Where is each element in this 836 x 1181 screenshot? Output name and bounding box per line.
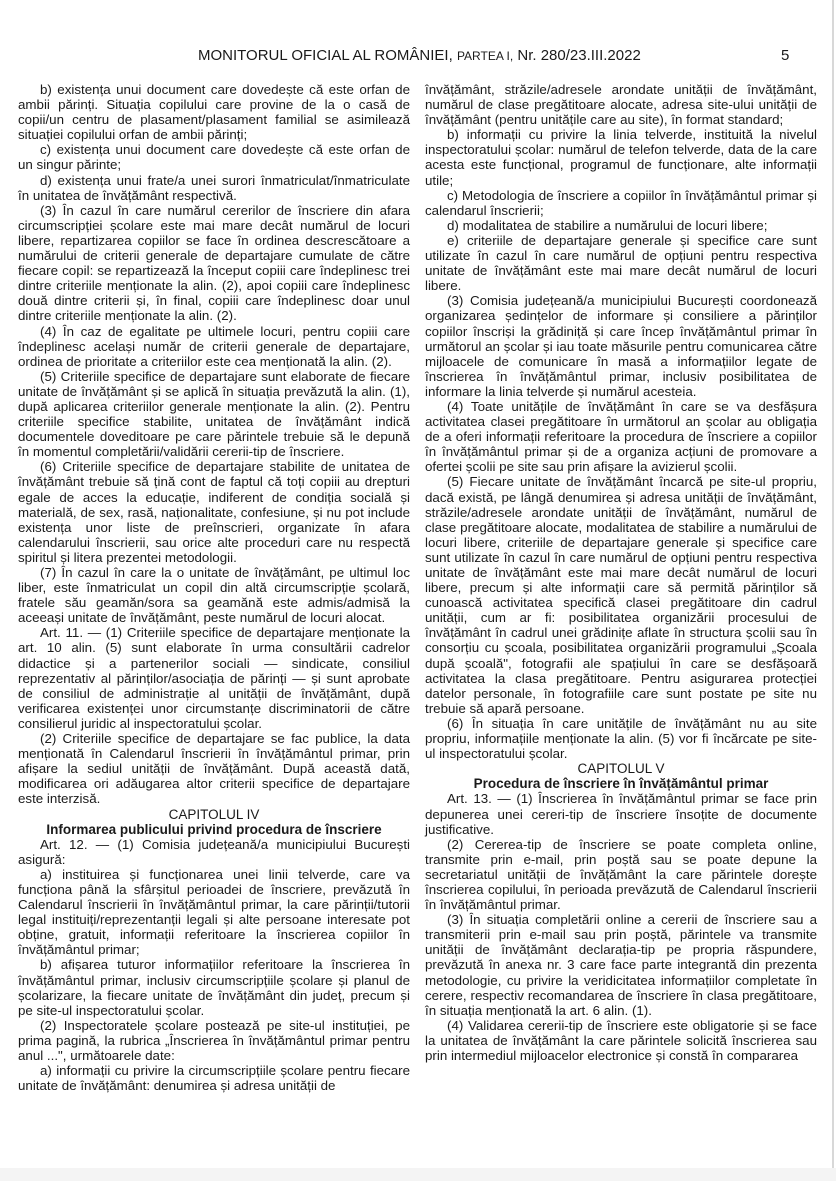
paragraph: (2) Cererea-tip de înscriere se poate completa online, transmite prin e-mail, prin poștă sau se poate depune la secretariatul unității de învățământ la care părintele dorește înscrierea copilului, în perioada prevăzută de Calendarul înscrierii în învățământul primar.	[425, 836, 817, 913]
paragraph: c) Metodologia de înscriere a copiilor în învățământul primar și calendarul înscrierii;	[425, 187, 817, 218]
paragraph: (3) În situația completării online a cererii de înscriere sau a transmiterii prin e-mail sau prin poștă, părintele va transmite unității de învățământ declarația-tip pe propria răspundere, prevăzută în anexa nr. 3 care face parte integrantă din prezenta metodologie, cu privire la veridicitatea informațiilor completate în cerere, respectiv recomandarea de înscriere în clasa pregătitoare, în situația menționată la art. 6 alin. (1).	[425, 912, 817, 1018]
paragraph: (4) Validarea cererii-tip de înscriere este obligatorie și se face la unitatea de învățământ la care părintele solicită înscrierea sau prin intermediul mijloacelor electronice și constă în compararea	[425, 1017, 817, 1063]
left-column	[18, 82, 410, 1093]
page-number: 5	[781, 47, 790, 64]
paragraph: d) existența unui frate/a unei surori înmatriculat/înmatriculate în unitatea de învățământ respectivă.	[18, 172, 410, 203]
paragraph: a) informații cu privire la circumscripțiile școlare pentru fiecare unitate de învățământ: denumirea și adresa unității de	[18, 1063, 410, 1094]
page-bottom-shade	[0, 1168, 836, 1181]
paragraph: (6) Criteriile specifice de departajare stabilite de unitatea de învățământ trebuie să țină cont de faptul că toți copiii au drepturi egale de acces la educație, indiferent de condiția socială și materială, de sex, rasă, naționalitate, confesiune, și nu pot include existența unor liste de preînscrieri, organizate în afara calendarului înscrierii, sau orice alte proceduri care nu respectă spiritul și litera prezentei metodologii.	[18, 459, 410, 565]
article-paragraph: Art. 13. — (1) Înscrierea în învățământul primar se face prin depunerea unei cereri-tip de înscriere însoțite de documente justificative.	[425, 791, 817, 837]
paragraph: (2) Criteriile specifice de departajare se fac publice, la data menționată în Calendarul înscrierii în învățământul primar, prin afișare la sediul unității de învățământ. După această dată, modificarea ori adăugarea altor criterii specifice de departajare este interzisă.	[18, 731, 410, 807]
chapter-subtitle: Informarea publicului privind procedura de înscriere	[46, 821, 382, 837]
chapter-subtitle: Procedura de înscriere în învățământul primar	[473, 776, 769, 792]
paragraph: (4) Toate unitățile de învățământ în care se va desfășura activitatea clasei pregătitoare în următorul an școlar au obligația de a oferi informații referitoare la procedura de înscriere a copiilor în învățământul primar și de a organiza acțiuni de promovare a ofertei școlii pe site sau prin afișare la avizierul școlii.	[425, 398, 817, 475]
paragraph: d) modalitatea de stabilire a numărului de locuri libere;	[447, 217, 768, 233]
chapter-title: CAPITOLUL V	[577, 761, 665, 777]
paragraph: (5) Criteriile specifice de departajare sunt elaborate de fiecare unitate de învățământ și se aplică în situația prevăzută la alin. (1), după aplicarea criteriilor generale menționate la alin. (2). Pentru criteriile specifice stabilite, unitatea de învățământ indică documentele doveditoare pe care părintele trebuie să le depună în momentul completării/validării cererii-tip de înscriere.	[18, 368, 410, 460]
paragraph: (5) Fiecare unitate de învățământ încarcă pe site-ul propriu, dacă există, pe lângă denumirea și adresa unității de învățământ, străzile/adresele arondate unității de învățământ, numărul de clase pregătitoare alocate, modalitatea de stabilire a numărului de locuri libere, criteriile de departajare generale și specifice care sunt utilizate în cazul în care numărul de opțiuni pentru respectiva unitate de învățământ este mai mare decât numărul de locuri libere, precum și alte informații care să permită părinților să cunoască activitatea specifică clasei pregătitoare din cadrul unității, cum ar fi: posibilitatea organizării procesului de învățământ în cadrul unei grădinițe aflate în structura școlii sau în consorțiu cu școala, posibilitatea organizării programului „Școala după școală", fotografii ale spațiului în care se desfășoară activitatea la clasa pregătitoare. Pentru asigurarea protecției datelor personale, în fotografiile care sunt postate pe site nu trebuie să apară persoane.	[425, 474, 817, 716]
paragraph: (4) În caz de egalitate pe ultimele locuri, pentru copiii care îndeplinesc același număr de criterii generale de departajare, ordinea de prioritate a criteriilor este cea menționată la alin. (2).	[18, 323, 410, 369]
paragraph: b) existența unui document care dovedește că este orfan de ambii părinți. Situația copilului care provine de la o casă de copii/un centru de plasament/plasament familial se asimilează situației copilului orfan de ambii părinți;	[18, 82, 410, 143]
article-paragraph: Art. 12. — (1) Comisia județeană/a municipiului București asigură:	[18, 836, 410, 867]
paragraph: b) afișarea tuturor informațiilor referitoare la înscrierea în învățământul primar, inclusiv circumscripțiile școlare și planul de școlarizare, la fiecare unitate de învățământ din județ, precum și pe site-ul inspectoratului școlar.	[18, 957, 410, 1018]
article-paragraph: Art. 11. — (1) Criteriile specifice de departajare menționate la art. 10 alin. (5) sunt elaborate în urma consultării cadrelor didactice și a partenerilor sociali — sindicate, consiliul reprezentativ al părinților/asociația de părinți — și sunt aprobate de consiliul de administrație al unității de învățământ, după verificarea existenței unor circumstanțe discriminatorii de către consilierul juridic al inspectoratului școlar.	[18, 625, 410, 731]
page-header	[0, 47, 836, 67]
paragraph: b) informații cu privire la linia telverde, instituită la nivelul inspectoratului școlar: numărul de telefon telverde, data de la care acesta este funcțional, programul de funcționare, alte informații utile;	[425, 127, 817, 188]
paragraph: (7) În cazul în care la o unitate de învățământ, pe ultimul loc liber, este înmatriculat un copil din altă circumscripție școlară, fratele său geamăn/sora sa geamănă este admis/admisă la aceeași unitate de învățământ, peste numărul de locuri alocat.	[18, 565, 410, 626]
publication-part: PARTEA I,	[456, 49, 514, 63]
paragraph: (6) În situația în care unitățile de învățământ nu au site propriu, informațiile menționate la alin. (5) vor fi încărcate pe site-ul inspectoratului școlar.	[425, 715, 817, 762]
paragraph-continuation: învățământ, străzile/adresele arondate unității de învățământ, numărul de clase pregătitoare alocate, adresa site-ului unității de învățământ (pentru unitățile care au site), în format standard;	[425, 82, 817, 128]
paragraph: (2) Inspectoratele școlare postează pe site-ul instituției, pe prima pagină, la rubrica „Înscrierea în învățământul primar pentru anul ...", următoarele date:	[18, 1017, 410, 1063]
paragraph: a) instituirea și funcționarea unei linii telverde, care va funcționa până la sfârșitul perioadei de înscriere, prevăzută în Calendarul înscrierii în învățământul primar, la care părinții/tutorii legal instituiți/reprezentanții legali și alte persoane interesate pot obține, gratuit, informații referitoare la înscrierea copiilor în învățământul primar;	[18, 866, 410, 958]
right-column	[425, 82, 817, 1063]
publication-title	[198, 47, 641, 64]
publication-issue: Nr. 280/23.III.2022	[517, 47, 641, 64]
paragraph: (3) Comisia județeană/a municipiului București coordonează organizarea ședințelor de informare și consiliere a părinților copiilor înscriși la grădiniță și care încep învățământul primar în următorul an școlar și iau toate măsurile pentru comunicarea către mijloacele de comunicare în masă a informațiilor legate de înscrierea în învățământul primar, inclusiv posibilitatea de informare la linia telverde și numărul acesteia.	[425, 293, 817, 399]
publication-name: MONITORUL OFICIAL AL ROMÂNIEI,	[198, 47, 453, 64]
paragraph: c) existența unui document care dovedește că este orfan de un singur părinte;	[18, 142, 410, 173]
paragraph: (3) În cazul în care numărul cererilor de înscriere din afara circumscripției școlare este mai mare decât numărul de locuri libere, repartizarea copiilor se face în ordinea descrescătoare a numărului de criterii generale de departajare cumulate de către fiecare copil: se repartizează la început copiii care îndeplinesc trei dintre criteriile menționate la alin. (2), apoi copiii care îndeplinesc două dintre criterii și, în final, copiii care îndeplinesc doar unul dintre criteriile menționate la alin. (2).	[18, 202, 410, 324]
chapter-title: CAPITOLUL IV	[168, 806, 260, 822]
paragraph: e) criteriile de departajare generale și specifice care sunt utilizate în cazul în care numărul de opțiuni pentru respectiva unitate de învățământ este mai mare decât numărul de locuri libere.	[425, 232, 817, 294]
page-edge-line	[832, 0, 834, 1181]
